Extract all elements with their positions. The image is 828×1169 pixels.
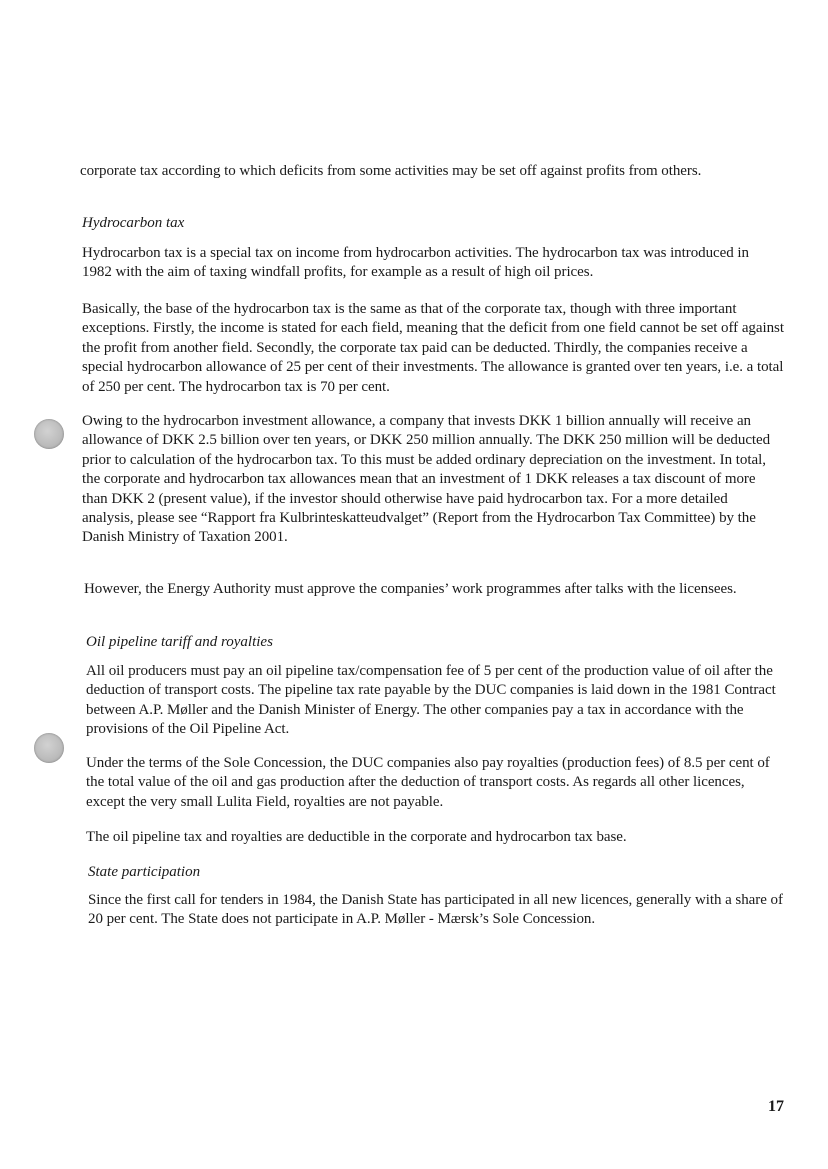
paragraph-intro: corporate tax according to which deficits from some activities may be set off against profits from others. — [80, 163, 702, 179]
paragraph-oil-2: Under the terms of the Sole Concession, the DUC companies also pay royalties (production fees) of 8.5 per cent of the total value of the oil and gas production after the deduction of transport costs. As regards all other licences, except the very small Lulita Field, royalties are not payable. — [86, 755, 770, 810]
paragraph-oil-3: The oil pipeline tax and royalties are deductible in the corporate and hydrocarbon tax base. — [86, 829, 627, 845]
heading-hydrocarbon-tax: Hydrocarbon tax — [82, 215, 185, 231]
paragraph-hydrocarbon-1: Hydrocarbon tax is a special tax on income from hydrocarbon activities. The hydrocarbon tax was introduced in 1982 with the aim of taxing windfall profits, for example as a result of high oil prices. — [82, 245, 749, 281]
paragraph-state-1: Since the first call for tenders in 1984, the Danish State has participated in all new licences, generally with a share of 20 per cent. The State does not participate in A.P. Møller - Mærsk’s Sole Concession. — [88, 892, 783, 928]
punch-hole-lower — [34, 733, 64, 763]
paragraph-hydrocarbon-2: Basically, the base of the hydrocarbon tax is the same as that of the corporate tax, though with three important exceptions. Firstly, the income is stated for each field, meaning that the deficit from one field cannot be set off against the profit from another field. Secondly, the corporate tax paid can be deducted. Thirdly, the companies receive a special hydrocarbon allowance of 25 per cent of their investments. The allowance is granted over ten years, i.e. a total of 250 per cent. The hydrocarbon tax is 70 per cent. — [82, 301, 784, 395]
heading-oil-pipeline: Oil pipeline tariff and royalties — [86, 634, 273, 650]
paragraph-oil-1: All oil producers must pay an oil pipeline tax/compensation fee of 5 per cent of the production value of oil after the deduction of transport costs. The pipeline tax rate payable by the DUC companies is laid down in the 1981 Contract between A.P. Møller and the Danish Minister of Energy. The other companies pay a tax in accordance with the provisions of the Oil Pipeline Act. — [86, 663, 776, 738]
heading-state-participation: State participation — [88, 864, 201, 880]
paragraph-hydrocarbon-3: Owing to the hydrocarbon investment allowance, a company that invests DKK 1 billion annually will receive an allowance of DKK 2.5 billion over ten years, or DKK 250 million annually. The DKK 250 million will be deducted prior to calculation of the hydrocarbon tax. To this must be added ordinary depreciation on the investment. In total, the corporate and hydrocarbon tax allowances mean that an investment of 1 DKK releases a tax discount of more than DKK 2 (present value), if the investor should otherwise have paid hydrocarbon tax. For a more detailed analysis, please see “Rapport fra Kulbrinteskatteudvalget” (Report from the Hydrocarbon Tax Committee) by the Danish Ministry of Taxation 2001. — [82, 413, 771, 546]
punch-hole-upper — [34, 419, 64, 449]
page-number: 17 — [768, 1098, 784, 1115]
paragraph-hydrocarbon-4: However, the Energy Authority must approve the companies’ work programmes after talks with the licensees. — [84, 581, 737, 597]
